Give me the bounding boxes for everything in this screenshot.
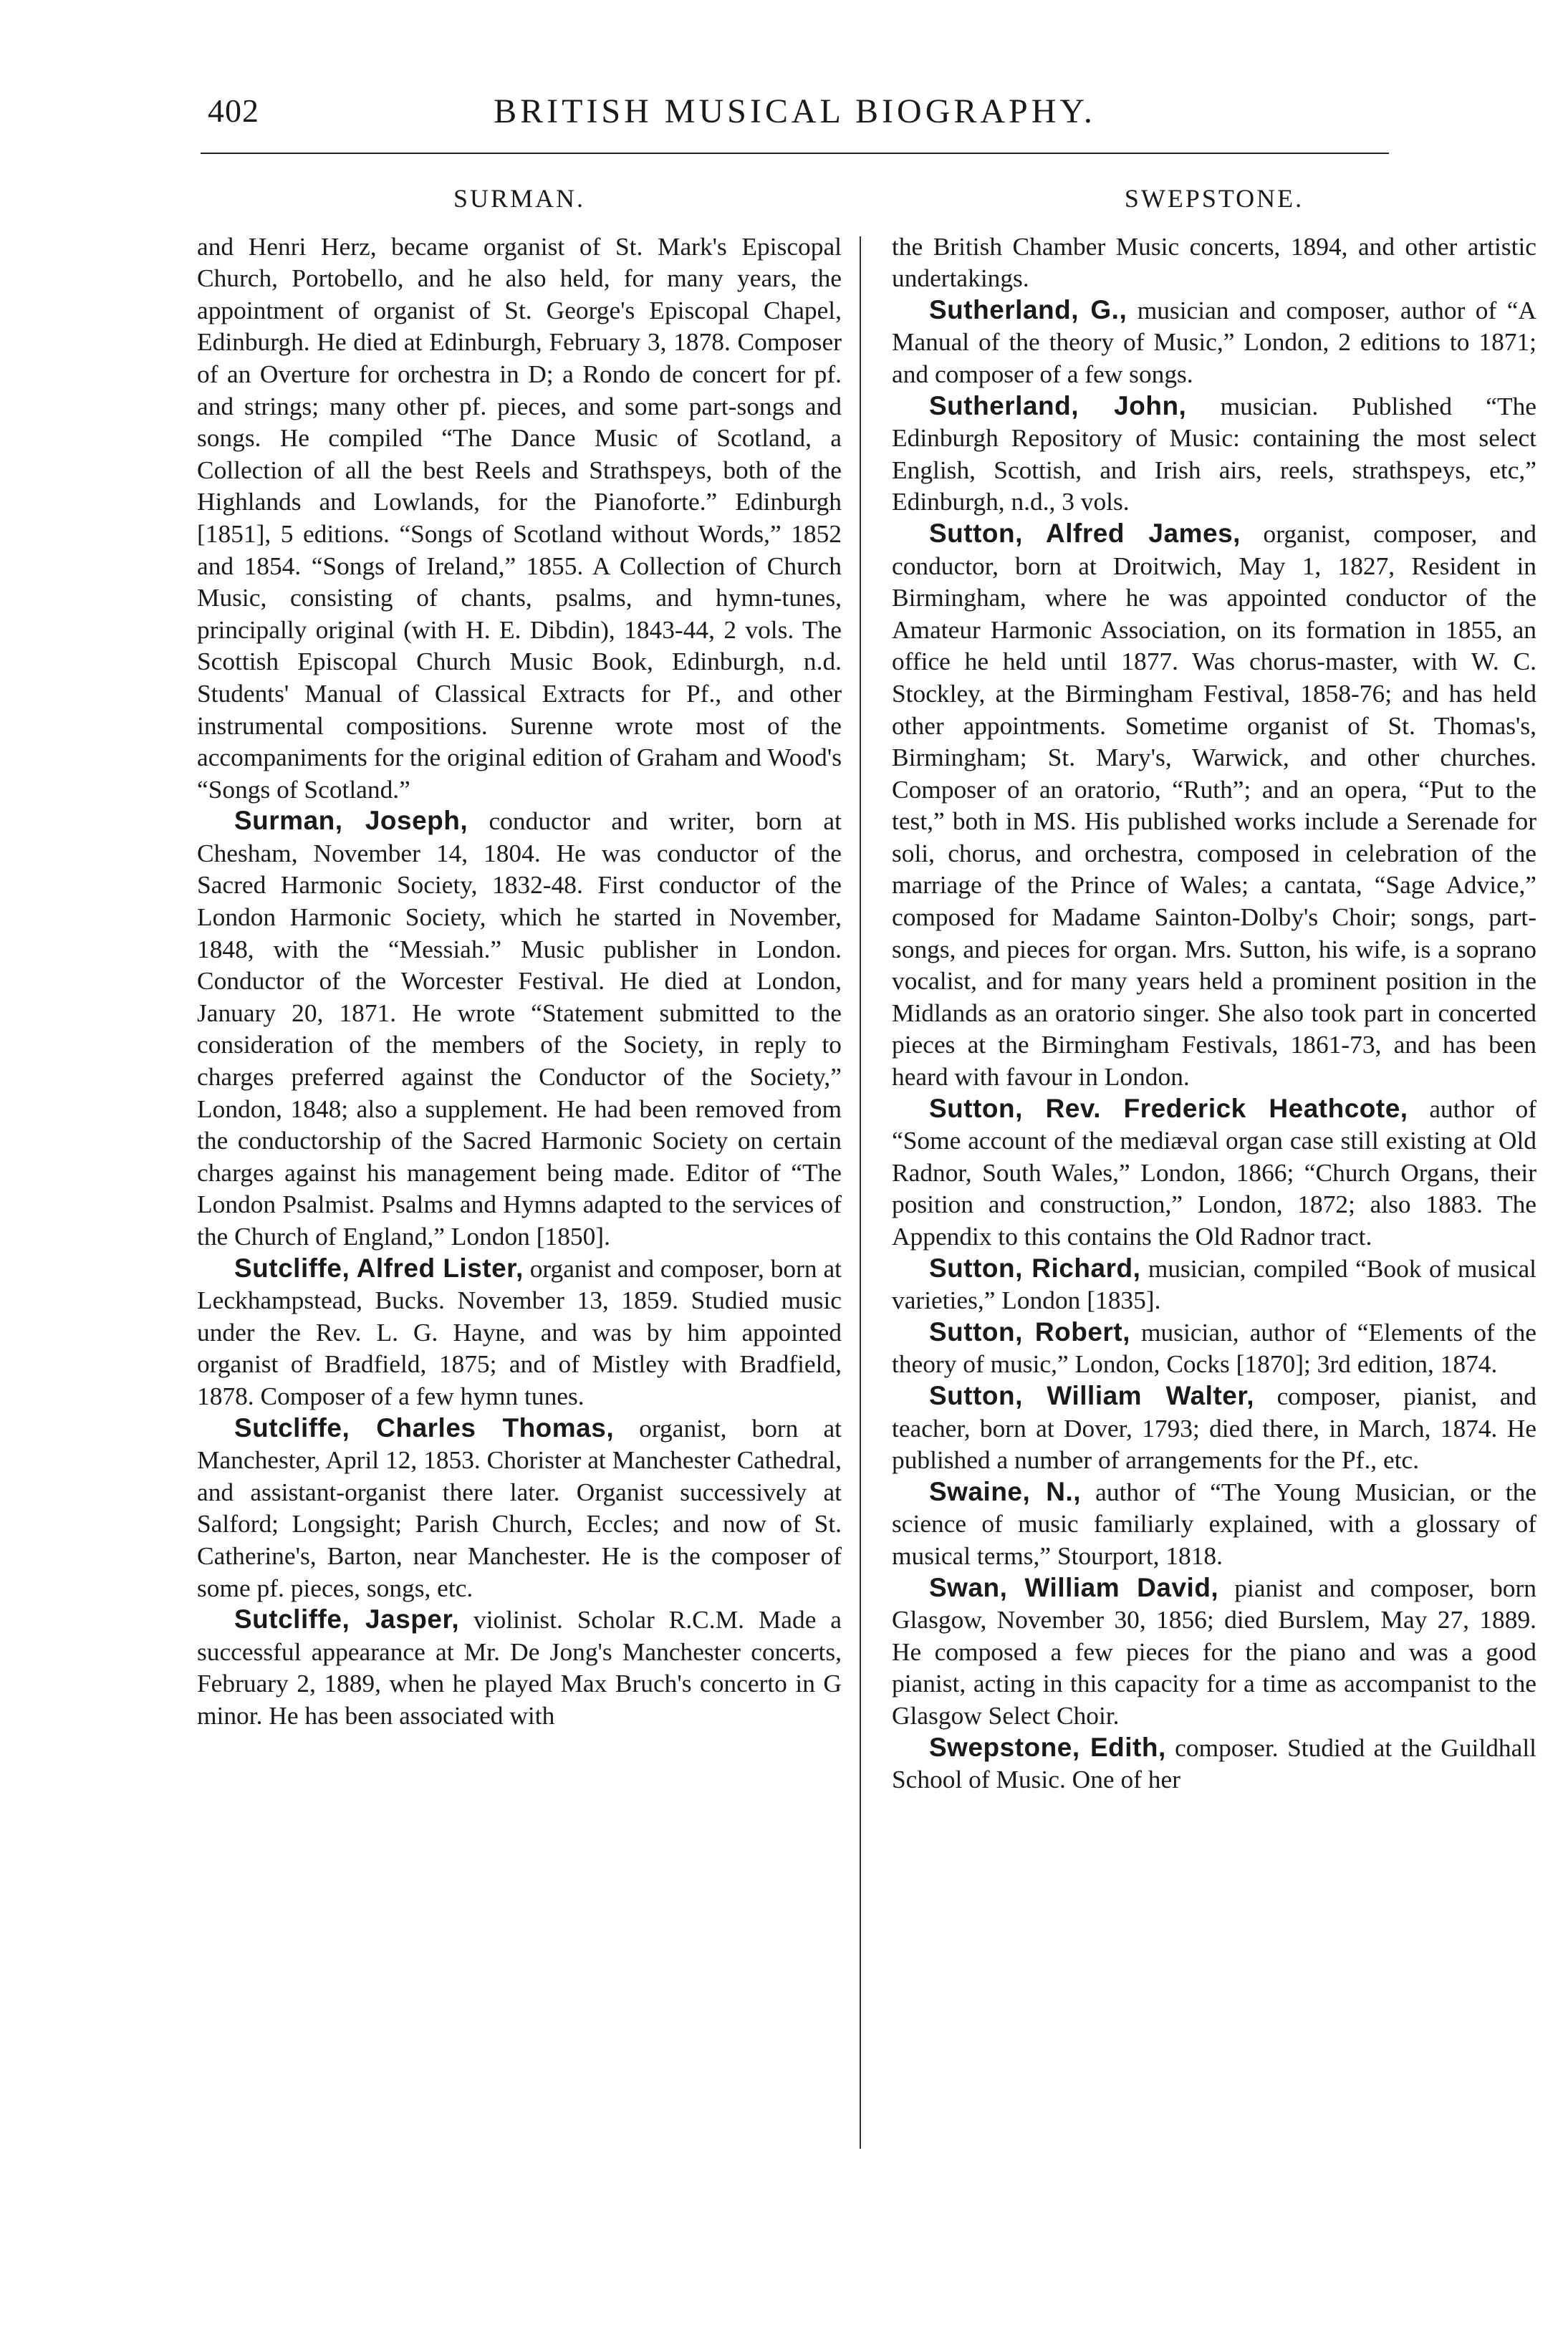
entry — [197, 805, 842, 1252]
entry — [892, 1380, 1536, 1476]
entry-headword: Sutton, Richard, — [929, 1253, 1141, 1283]
entry-headword: Sutherland, G., — [929, 294, 1127, 324]
entry-text: musician, author of “Elements of the theory of music,” London, Cocks [1870]; 3rd edition, 1874. — [892, 1317, 1536, 1379]
entry-headword: Sutcliffe, Charles Thomas, — [234, 1412, 615, 1443]
entry — [892, 294, 1536, 390]
entry — [197, 1412, 842, 1604]
entry-headword: Swan, William David, — [929, 1572, 1219, 1602]
entry-text: author of “Some account of the mediæval organ case still existing at Old Radnor, South Wales,” London, 1866; “Church Organs, their position and construction,” London, 1872; also 1883. The Appendix to this contains the Old Radnor tract. — [892, 1094, 1536, 1251]
entry-text: the British Chamber Music concerts, 1894, and other artistic undertakings. — [892, 231, 1536, 293]
entry-text: organist and composer, born at Leckhampstead, Bucks. November 13, 1859. Studied music under the Rev. L. G. Hayne, and was by him appointed organist of Bradfield, 1875; and of Mistley with Bradfield, 1878. Composer of a few hymn tunes. — [197, 1253, 842, 1410]
entry-headword: Swepstone, Edith, — [929, 1732, 1166, 1762]
entry-headword: Sutton, Robert, — [929, 1316, 1130, 1347]
entry-headword: Surman, Joseph, — [234, 806, 468, 836]
entry-headword: Sutcliffe, Alfred Lister, — [234, 1253, 524, 1283]
entry — [892, 1253, 1536, 1316]
entry-continued — [197, 231, 842, 806]
entry-text: musician and composer, author of “A Manual of the theory of Music,” London, 2 editions to 1871; and composer of a few songs. — [892, 295, 1536, 388]
entry-text: organist, born at Manchester, April 12, 1853. Chorister at Manchester Cathedral, and assistant-organist there later. Organist successively at Salford; Longsight; Parish Church, Eccles; and now of St. Catherine's, Barton, near Manchester. He is the composer of some pf. pieces, songs, etc. — [197, 1413, 842, 1602]
entry-text: author of “The Young Musician, or the science of music familiarly explained, with a glossary of musical terms,” Stourport, 1818. — [892, 1477, 1536, 1570]
column-divider — [860, 236, 861, 2149]
entry — [892, 1316, 1536, 1380]
page-number: 402 — [208, 92, 259, 129]
entry-headword: Sutherland, John, — [929, 390, 1187, 420]
entry-continued — [892, 231, 1536, 294]
entry-headword: Sutton, William Walter, — [929, 1380, 1254, 1410]
entry — [197, 1253, 842, 1412]
entry — [892, 518, 1536, 1093]
page-header — [208, 92, 1382, 142]
entry — [892, 390, 1536, 518]
entry — [892, 1732, 1536, 1796]
entry-headword: Sutton, Alfred James, — [929, 518, 1241, 548]
entry-text: musician, compiled “Book of musical varieties,” London [1835]. — [892, 1253, 1536, 1315]
entry — [892, 1476, 1536, 1572]
header-rule — [201, 153, 1389, 154]
entry-text: violinist. Scholar R.C.M. Made a successful appearance at Mr. De Jong's Manchester concerts, February 2, 1889, when he played Max Bruch's concerto in G minor. He has been associated with — [197, 1605, 842, 1730]
running-title: BRITISH MUSICAL BIOGRAPHY. — [494, 92, 1096, 130]
left-column — [197, 183, 842, 1732]
entry-headword: Sutcliffe, Jasper, — [234, 1604, 460, 1634]
right-column — [892, 183, 1536, 1796]
entry — [197, 1604, 842, 1731]
entry-headword: Swaine, N., — [929, 1476, 1082, 1506]
right-guide-word: SWEPSTONE. — [1124, 184, 1304, 213]
entry-headword: Sutton, Rev. Frederick Heathcote, — [929, 1093, 1408, 1123]
entry-text: pianist and composer, born Glasgow, November 30, 1856; died Burslem, May 27, 1889. He composed a few pieces for the piano and was a good pianist, acting in this capacity for a time as accompanist to the Glasgow Select Choir. — [892, 1573, 1536, 1730]
left-guide-word: SURMAN. — [453, 184, 586, 213]
entry-text: conductor and writer, born at Chesham, November 14, 1804. He was conductor of the Sacred Harmonic Society, 1832-48. First conductor of the London Harmonic Society, which he started in November, 1848, with the “Messiah.” Music publisher in London. Conductor of the Worcester Festival. He died at London, January 20, 1871. He wrote “Statement submitted to the consideration of the members of the Society, in reply to charges preferred against the Conductor of the Society,” London, 1848; also a supplement. He had been removed from the conductorship of the Sacred Harmonic Society on certain charges against his management being made. Editor of “The London Psalmist. Psalms and Hymns adapted to the services of the Church of England,” London [1850]. — [197, 807, 842, 1251]
entry — [892, 1572, 1536, 1732]
entry-text: composer, pianist, and teacher, born at Dover, 1793; died there, in March, 1874. He published a number of arrangements for the Pf., etc. — [892, 1381, 1536, 1475]
entry-text: organist, composer, and conductor, born at Droitwich, May 1, 1827, Resident in Birmingham, where he was appointed conductor of the Amateur Harmonic Association, on its formation in 1855, an office he held until 1877. Was chorus-master, with W. C. Stockley, at the Birmingham Festival, 1858-76; and has held other appointments. Sometime organist of St. Thomas's, Birmingham; St. Mary's, Warwick, and other churches. Composer of an oratorio, “Ruth”; and an opera, “Put to the test,” both in MS. His published works include a Serenade for soli, chorus, and orchestra, composed in celebration of the marriage of the Prince of Wales; a cantata, “Sage Advice,” composed for Madame Sainton-Dolby's Choir; songs, part-songs, and pieces for organ. Mrs. Sutton, his wife, is a soprano vocalist, and for many years held a prominent position in the Midlands as an oratorio singer. She also took part in concerted pieces at the Birmingham Festivals, 1861-73, and has been heard with favour in London. — [892, 519, 1536, 1092]
entry-text: musician. Published “The Edinburgh Repository of Music: containing the most select English, Scottish, and Irish airs, reels, strathspeys, etc,” Edinburgh, n.d., 3 vols. — [892, 391, 1536, 516]
entry-text: composer. Studied at the Guildhall School of Music. One of her — [892, 1733, 1536, 1794]
entry-text: and Henri Herz, became organist of St. Mark's Episcopal Church, Portobello, and he also held, for many years, the appointment of organist of St. George's Episcopal Chapel, Edinburgh. He died at Edinburgh, February 3, 1878. Composer of an Overture for orchestra in D; a Rondo de concert for pf. and strings; many other pf. pieces, and some part-songs and songs. He compiled “The Dance Music of Scotland, a Collection of all the best Reels and Strathspeys, both of the Highlands and Lowlands, for the Pianoforte.” Edinburgh [1851], 5 editions. “Songs of Scotland without Words,” 1852 and 1854. “Songs of Ireland,” 1855. A Collection of Church Music, consisting of chants, psalms, and hymn-tunes, principally original (with H. E. Dibdin), 1843-44, 2 vols. The Scottish Episcopal Church Music Book, Edinburgh, n.d. Students' Manual of Classical Extracts for Pf., and other instrumental compositions. Surenne wrote most of the accompaniments for the original edition of Graham and Wood's “Songs of Scotland.” — [197, 231, 842, 804]
entry — [892, 1093, 1536, 1253]
